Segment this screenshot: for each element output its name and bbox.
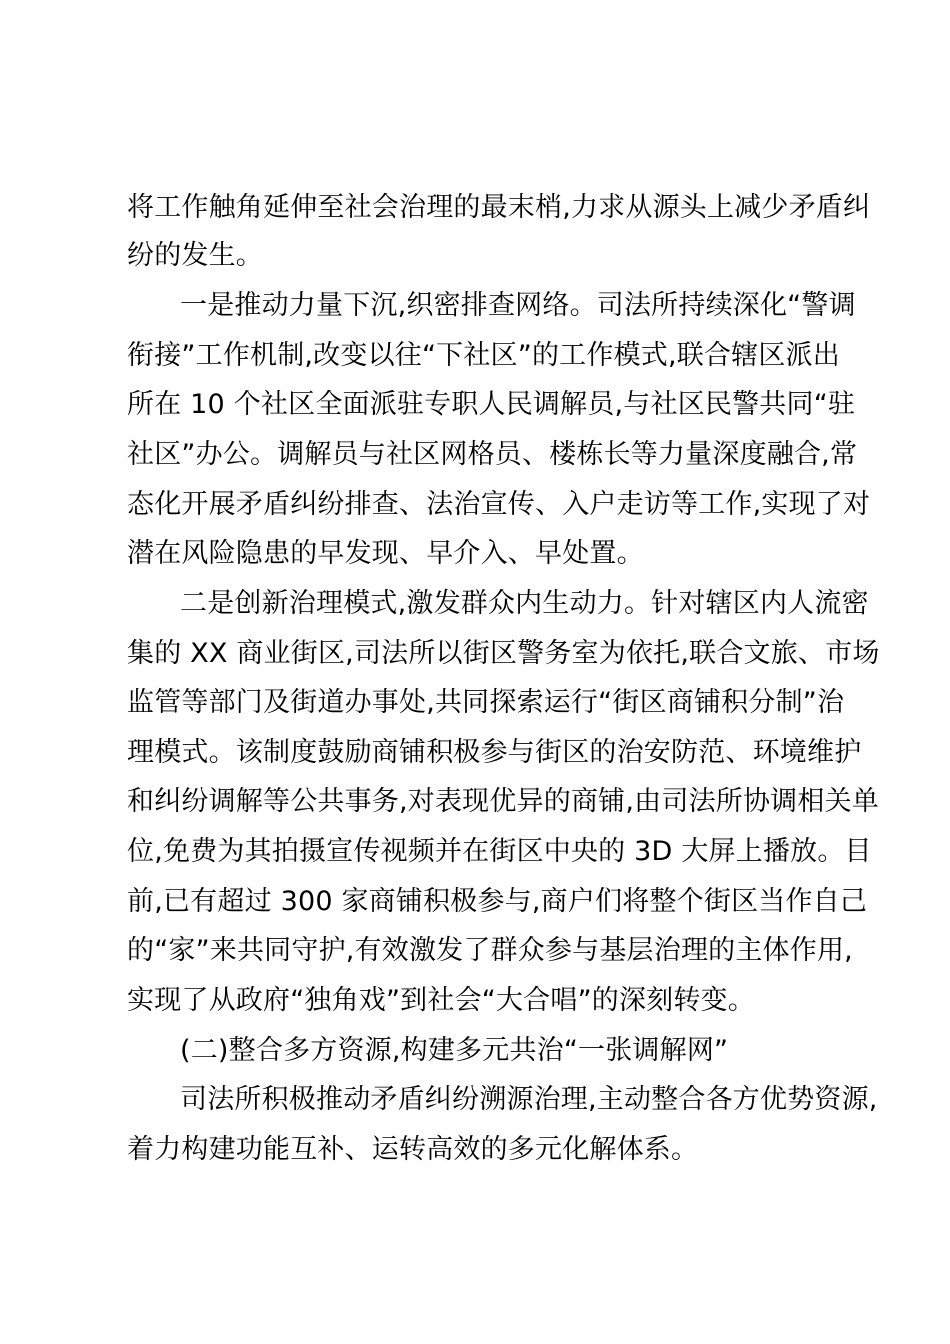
line-text: 监管等部门及街道办事处,共同探索运行“街区商铺积分制”治 bbox=[127, 687, 845, 718]
line-text: 将工作触角延伸至社会治理的最末梢,力求从源头上减少矛盾纠 bbox=[127, 192, 871, 223]
line-text: 态化开展矛盾纠纷排查、法治宣传、入户走访等工作,实现了对 bbox=[127, 489, 871, 520]
line-text: 着力构建功能互补、运转高效的多元化解体系。 bbox=[127, 1134, 699, 1165]
paragraph-first-line bbox=[0, 579, 950, 629]
line-text: 和纠纷调解等公共事务,对表现优异的商铺,由司法所协调相关单 bbox=[127, 786, 879, 817]
text-line bbox=[0, 728, 950, 778]
text-line bbox=[0, 430, 950, 480]
paragraph-first-line bbox=[0, 1075, 950, 1125]
line-text: 二是创新治理模式,激发群众内生动力。针对辖区内人流密 bbox=[180, 588, 869, 619]
text-line bbox=[0, 976, 950, 1026]
text-line bbox=[0, 231, 950, 281]
line-text: 位,免费为其拍摄宣传视频并在街区中央的 3D 大屏上播放。目 bbox=[127, 836, 872, 867]
text-line bbox=[0, 480, 950, 530]
section-heading bbox=[0, 1026, 950, 1076]
line-text: 理模式。该制度鼓励商铺积极参与街区的治安防范、环境维护 bbox=[127, 737, 862, 768]
line-text: 集的 XX 商业街区,司法所以街区警务室为依托,联合文旅、市场 bbox=[127, 638, 880, 669]
line-text: 纷的发生。 bbox=[127, 240, 263, 271]
text-line bbox=[0, 827, 950, 877]
text-line bbox=[0, 331, 950, 381]
paragraph-first-line bbox=[0, 281, 950, 331]
text-line bbox=[0, 183, 950, 233]
text-line bbox=[0, 629, 950, 679]
line-text: 司法所积极推动矛盾纠纷溯源治理,主动整合各方优势资源, bbox=[180, 1084, 878, 1115]
line-text: (二)整合多方资源,构建多元共治“一张调解网” bbox=[180, 1035, 729, 1066]
text-line bbox=[0, 1125, 950, 1175]
text-line bbox=[0, 777, 950, 827]
line-text: 潜在风险隐患的早发现、早介入、早处置。 bbox=[127, 538, 644, 569]
line-text: 前,已有超过 300 家商铺积极参与,商户们将整个街区当作自己 bbox=[127, 886, 868, 917]
line-text: 的“家”来共同守护,有效激发了群众参与基层治理的主体作用, bbox=[127, 935, 853, 966]
line-text: 社区”办公。调解员与社区网格员、楼栋长等力量深度融合,常 bbox=[127, 439, 858, 470]
text-line bbox=[0, 380, 950, 430]
text-line bbox=[0, 529, 950, 579]
line-text: 一是推动力量下沉,织密排查网络。司法所持续深化“警调 bbox=[180, 290, 856, 321]
text-line bbox=[0, 877, 950, 927]
line-text: 所在 10 个社区全面派驻专职人民调解员,与社区民警共同“驻 bbox=[127, 389, 856, 420]
text-line bbox=[0, 678, 950, 728]
line-text: 衔接”工作机制,改变以往“下社区”的工作模式,联合辖区派出 bbox=[127, 340, 840, 371]
line-text: 实现了从政府“独角戏”到社会“大合唱”的深刻转变。 bbox=[127, 985, 755, 1016]
text-line bbox=[0, 926, 950, 976]
